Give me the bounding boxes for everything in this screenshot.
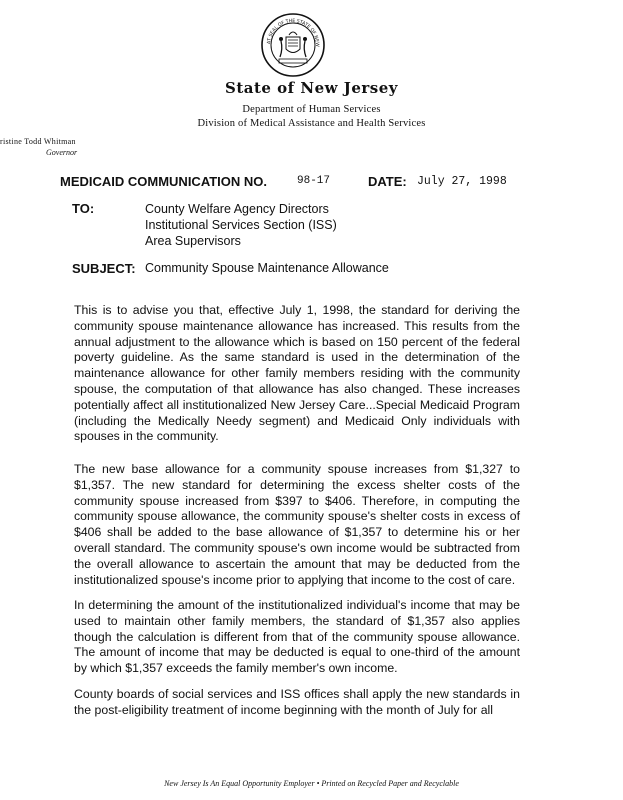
- date-label: DATE:: [368, 174, 407, 189]
- subject-label: SUBJECT:: [72, 261, 136, 276]
- recipient-item: Area Supervisors: [145, 234, 241, 248]
- svg-text:THE GREAT SEAL OF THE STATE OF: AT SEAL OF THE STATE OF NEW: [266, 18, 320, 47]
- department-name: Department of Human Services: [242, 104, 381, 115]
- recipient-item: County Welfare Agency Directors: [145, 202, 329, 216]
- state-title: State of New Jersey: [225, 79, 398, 97]
- date-value: July 27, 1998: [417, 175, 507, 188]
- body-paragraph: The new base allowance for a community spouse increases from $1,327 to $1,357. The new standard for determining the excess shelter costs of the community spouse increased from $397 to $406. Therefore, in computing the community spouse allowance, the community spouse's shelter costs in excess of $406 shall be added to the base allowance of $1,357 to determine his or her overall standard. The community spouse's own income would be subtracted from the overall allowance to ascertain the amount that may be deducted from the institutionalized spouse's income prior to applying that income to the cost of care.: [74, 462, 520, 587]
- body-paragraph: In determining the amount of the institutionalized individual's income that may be used to maintain other family members, the standard of $1,357 also applies though the calculation is different from that of the community spouse allowance. The amount of income that may be deducted is equal to one-third of the amount by which $1,357 exceeds the family member's own income.: [74, 598, 520, 676]
- footer-note: New Jersey Is An Equal Opportunity Employer • Printed on Recycled Paper and Recyclable: [164, 779, 459, 788]
- body-paragraph: This is to advise you that, effective July 1, 1998, the standard for deriving the community spouse maintenance allowance has increased. This results from the annual adjustment to the allowance which is based on 150 percent of the federal poverty guideline. As the same standard is used in the determination of the maintenance allowance for other family members residing with the community spouse, the computation of that allowance has also changed. These increases potentially affect all institutionalized New Jersey Care...Special Medicaid Program (including the Medically Needy segment) and Medicaid Only individuals with spouses in the community.: [74, 303, 520, 444]
- governor-name: ristine Todd Whitman: [0, 137, 76, 146]
- governor-title: Governor: [46, 148, 78, 157]
- to-label: TO:: [72, 201, 95, 216]
- recipient-item: Institutional Services Section (ISS): [145, 218, 337, 232]
- subject-text: Community Spouse Maintenance Allowance: [145, 261, 389, 275]
- recipient-list: [145, 201, 337, 249]
- communication-number: 98-17: [297, 175, 331, 187]
- division-name: Division of Medical Assistance and Health Services: [197, 118, 426, 129]
- state-seal: [261, 13, 325, 77]
- state-seal-icon: [261, 13, 325, 77]
- communication-label: MEDICAID COMMUNICATION NO.: [60, 174, 268, 189]
- body-paragraph: County boards of social services and ISS offices shall apply the new standards in the post-eligibility treatment of income beginning with the month of July for all: [74, 687, 520, 717]
